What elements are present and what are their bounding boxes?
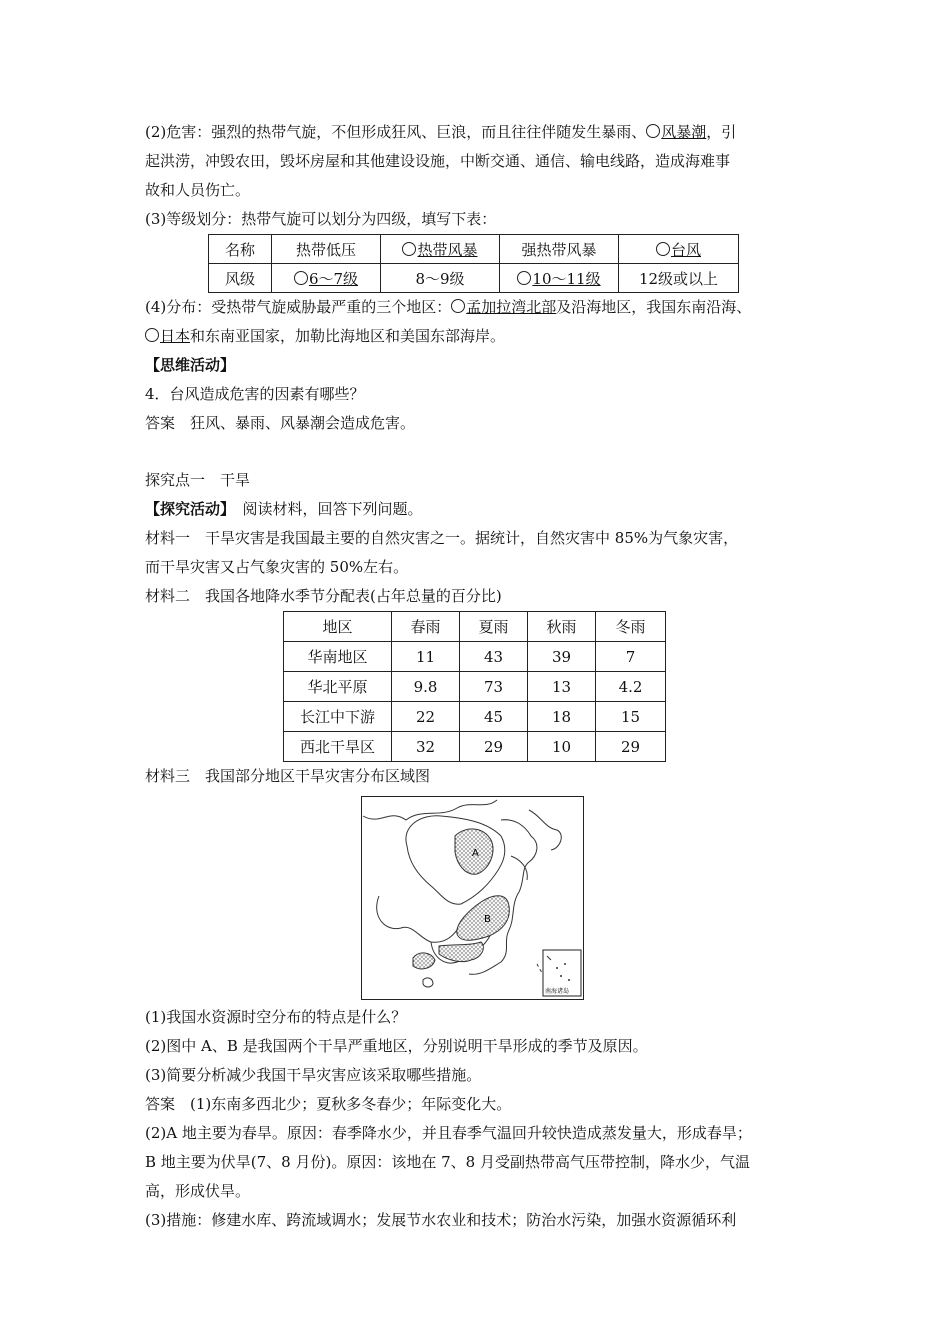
activity-line: 【探究活动】 阅读材料，回答下列问题。 <box>145 500 423 518</box>
rain-season-table <box>283 611 666 762</box>
table-cell: 39 <box>528 642 596 672</box>
table-cell: 华北平原 <box>284 672 392 702</box>
table-row <box>209 235 739 264</box>
table-cell: 12级或以上 <box>619 264 739 293</box>
table-cell: 台风 <box>619 235 739 264</box>
table-cell: 8～9级 <box>381 264 500 293</box>
table-cell: 22 <box>392 702 460 732</box>
question-1: (1)我国水资源时空分布的特点是什么？ <box>145 1008 407 1026</box>
map-inset-label: 南海诸岛 <box>545 988 570 995</box>
table-cell: 7 <box>596 642 666 672</box>
table-cell: 热带低压 <box>272 235 381 264</box>
harm-line-1: (2)危害：强烈的热带气旋，不但形成狂风、巨浪，而且往往伴随发生暴雨、 风暴潮，引 <box>145 123 737 141</box>
table-cell: 强热带风暴 <box>500 235 619 264</box>
table-row <box>284 612 666 642</box>
table-cell: 29 <box>596 732 666 762</box>
answer-3: (3)措施：修建水库、跨流域调水；发展节水农业和技术；防治水污染，加强水资源循环利 <box>145 1211 737 1229</box>
table-cell: 长江中下游 <box>284 702 392 732</box>
china-drought-map <box>361 796 584 1000</box>
blank-circle-icon <box>402 242 416 256</box>
table-header-cell: 夏雨 <box>460 612 528 642</box>
table-cell: 4.2 <box>596 672 666 702</box>
table-cell: 10 <box>528 732 596 762</box>
table-row <box>284 672 666 702</box>
answer-1: 答案 (1)东南多西北少；夏秋多冬春少；年际变化大。 <box>145 1095 512 1113</box>
table-cell: 9.8 <box>392 672 460 702</box>
table-row <box>284 642 666 672</box>
table-cell: 西北干旱区 <box>284 732 392 762</box>
table-cell: 10～11级 <box>500 264 619 293</box>
harm-line-2: 起洪涝，冲毁农田，毁坏房屋和其他建设设施，中断交通、通信、输电线路，造成海难事 <box>145 152 731 170</box>
section-title: 探究点一 干旱 <box>145 471 251 489</box>
cyclone-grade-table <box>208 234 739 293</box>
table-cell: 热带风暴 <box>381 235 500 264</box>
table-cell: 6～7级 <box>272 264 381 293</box>
document-page <box>145 118 810 1235</box>
material-1-line-1: 材料一 干旱灾害是我国最主要的自然灾害之一。据统计，自然灾害中 85%为气象灾害， <box>145 529 739 547</box>
table-header-cell: 冬雨 <box>596 612 666 642</box>
drought-region-map <box>361 796 584 1000</box>
table-header-cell: 地区 <box>284 612 392 642</box>
distribution-line-1: (4)分布：受热带气旋威胁最严重的三个地区： 孟加拉湾北部及沿海地区，我国东南沿海、 <box>145 298 752 316</box>
thinking-question: 4．台风造成危害的因素有哪些？ <box>145 385 365 403</box>
table-row <box>209 264 739 293</box>
distribution-line-2: 日本和东南亚国家，加勒比海地区和美国东部海岸。 <box>145 322 810 351</box>
question-3: (3)简要分析减少我国干旱灾害应该采取哪些措施。 <box>145 1066 482 1084</box>
answer-2-line-2: B 地主要为伏旱(7、8 月份)。原因：该地在 7、8 月受副热带高气压带控制，降水少，气温 <box>145 1153 750 1171</box>
material-2-title: 材料二 我国各地降水季节分配表(占年总量的百分比) <box>145 587 502 605</box>
material-1-line-2: 而干旱灾害又占气象灾害的 50%左右。 <box>145 558 409 576</box>
table-cell: 45 <box>460 702 528 732</box>
question-2: (2)图中 A、B 是我国两个干旱严重地区，分别说明干旱形成的季节及原因。 <box>145 1037 648 1055</box>
blank-circle-icon <box>145 328 159 342</box>
table-header-cell: 春雨 <box>392 612 460 642</box>
thinking-heading: 【思维活动】 <box>145 356 236 374</box>
blank-circle-icon <box>294 271 308 285</box>
table-cell: 15 <box>596 702 666 732</box>
table-cell: 32 <box>392 732 460 762</box>
blank-circle-icon <box>646 124 660 138</box>
answer-2-line-1: (2)A 地主要为春旱。原因：春季降水少，并且春季气温回升较快造成蒸发量大，形成春旱； <box>145 1124 752 1142</box>
table-cell: 73 <box>460 672 528 702</box>
material-3-title: 材料三 我国部分地区干旱灾害分布区域图 <box>145 767 431 785</box>
harm-line-3: 故和人员伤亡。 <box>145 181 251 199</box>
map-label-b: B <box>484 914 491 925</box>
table-cell: 11 <box>392 642 460 672</box>
table-cell: 13 <box>528 672 596 702</box>
map-label-a: A <box>472 848 479 859</box>
blank-circle-icon <box>517 271 531 285</box>
table-header-cell: 秋雨 <box>528 612 596 642</box>
table-cell: 29 <box>460 732 528 762</box>
table-cell: 名称 <box>209 235 272 264</box>
table-cell: 华南地区 <box>284 642 392 672</box>
blank-circle-icon <box>451 299 465 313</box>
table-cell: 43 <box>460 642 528 672</box>
table-row <box>284 702 666 732</box>
table-cell: 风级 <box>209 264 272 293</box>
blank-fill: 风暴潮 <box>661 123 707 141</box>
answer-2-line-3: 高，形成伏旱。 <box>145 1182 251 1200</box>
grade-intro: (3)等级划分：热带气旋可以划分为四级，填写下表： <box>145 210 497 228</box>
table-cell: 18 <box>528 702 596 732</box>
blank-circle-icon <box>656 242 670 256</box>
thinking-answer: 答案 狂风、暴雨、风暴潮会造成危害。 <box>145 414 416 432</box>
table-row <box>284 732 666 762</box>
